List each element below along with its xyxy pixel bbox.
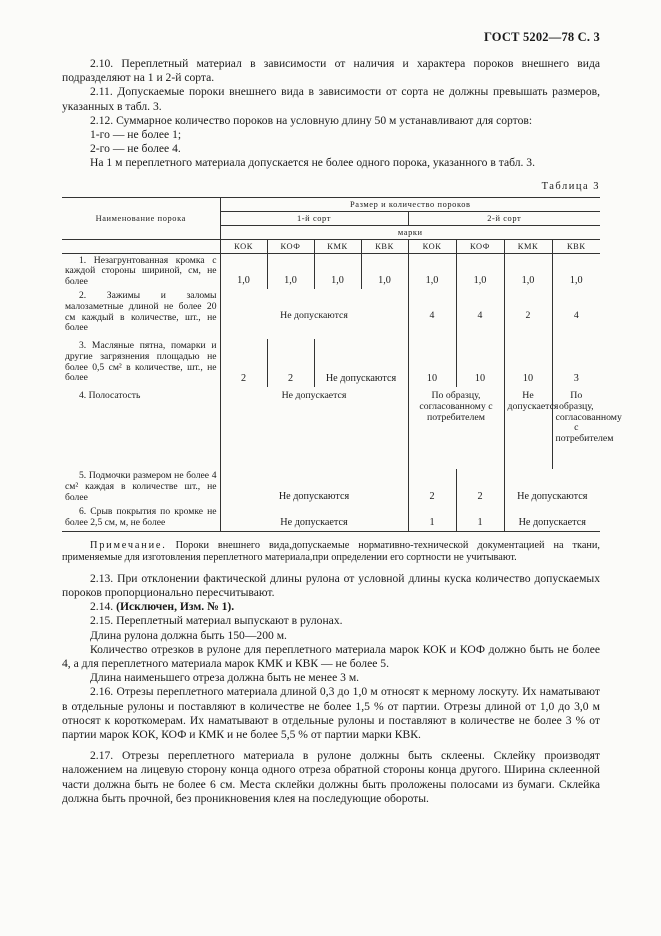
paragraph-2-13: 2.13. При отклонении фактической длины рулона от условной длины куска количество допускаемых пороков пропорционально пересчитывают. [62,571,600,599]
mark-kvk-1: КВК [361,239,408,253]
table-cell: Не допускается [504,387,552,469]
table-cell: 4 [552,289,600,339]
paragraph-2-16: 2.16. Отрезы переплетного материала длиной 0,3 до 1,0 м относят к мерному лоскуту. Их наматывают в отдельные рулоны и поставляют в количестве не более 1,5 % от партии. Отрезы длиной от 1,0 до 3,0 м относят к короткомерам. Их наматывают в отдельные рулоны и поставляют в количестве не более 3 % от партии марок КОК, КОФ и КМК и не более 5,5 % от партии марки КВК. [62,685,600,741]
defect-name-5: 5. Подмочки размером не более 4 см² каждая в количестве шт., не более [65,470,217,503]
table-cell: 2 [267,339,314,387]
mark-kmk-2: КМК [504,239,552,253]
table-cell: 2 [220,339,267,387]
table-cell: По образцу, согласованному с потребителем [552,387,600,469]
mark-kmk-1: КМК [314,239,361,253]
col-defect-name-header: Наименование порока [62,197,220,239]
table-cell: Не допускаются [220,289,408,339]
table-cell: Не допускаются [220,469,408,505]
mark-kof-1: КОФ [267,239,314,253]
per-meter-rule: На 1 м переплетного материала допускается не более одного порока, указанного в табл. 3. [90,156,535,170]
table-cell: 10 [504,339,552,387]
table-cell: 1,0 [408,253,456,289]
table-row [62,289,600,339]
table-cell: По образцу, согласованному с потребителем [408,387,504,469]
mark-kvk-2: КВК [552,239,600,253]
paragraph-2-12: 2.12. Суммарное количество пороков на условную длину 50 м устанавливают для сортов: [90,113,533,127]
table-cell: 1,0 [267,253,314,289]
table-cell: Не допускаются [504,469,600,505]
paragraph-2-17: 2.17. Отрезы переплетного материала в рулоне должны быть склеены. Склейку производят наложением на лицевую сторону конца одного отреза обратной стороны конца другого. Ширина склеенной части должна быть не более 6 см. Места склейки должны быть проложены полосами из бумаги. Склейка должна быть прочной, без проникновения клея на последующие обороты. [62,749,600,805]
defect-name-3: 3. Масляные пятна, помарки и другие загрязнения площадью не более 0,5 см² в количестве, шт., не более [65,340,217,384]
defects-table [62,197,622,532]
defect-name-4: 4. Полосатость [79,390,141,402]
page-header: ГОСТ 5202—78 С. 3 [483,30,600,44]
table-cell: Не допускается [220,505,408,531]
table-cell: 2 [456,469,504,505]
mark-kof-2: КОФ [456,239,504,253]
table-cell: 4 [456,289,504,339]
table-cell: 1,0 [361,253,408,289]
table-row [62,387,600,469]
table-cell: Не допускается [504,505,600,531]
table-cell: 1 [408,505,456,531]
table-row [62,469,600,505]
table-cell: 1,0 [552,253,600,289]
marks-header: марки [220,225,600,239]
table-caption: Таблица 3 [541,180,600,192]
size-count-header: Размер и количество пороков [220,197,600,211]
cut-count: Количество отрезков в рулоне для переплетного материала марок КОК и КОФ должно быть не более 4, а для переплетного материала марок КМК и КВК — не более 5. [62,642,600,670]
note-label: Примечание. [90,539,167,551]
paragraph-2-11: 2.11. Допускаемые пороки внешнего вида в зависимости от сорта не должны превышать размеров, указанных в табл. 3. [62,85,600,113]
note-text: Пороки внешнего вида,допускаемые нормативно-технической документацией на ткани, применяемые для изготовления переплетного материала,при определении его сортности не учитывают. [62,539,600,564]
table-cell: 3 [552,339,600,387]
p214-excluded: (Исключен, Изм. № 1). [116,600,235,614]
table-note [62,540,600,565]
table-row [62,339,600,387]
table-cell: 1,0 [456,253,504,289]
defect-name-1: 1. Незагрунтованная кромка с каждой стороны шириной, см, не более [65,254,217,287]
p214-number: 2.14. [90,600,114,614]
grade-1-header: 1-й сорт [220,211,408,225]
table-cell: Не допускается [220,387,408,469]
table-cell: 1 [456,505,504,531]
marks-spacer [62,239,220,253]
table-cell: 2 [504,289,552,339]
table-row [62,253,600,289]
defect-name-2: 2. Зажимы и заломы малозаметные длиной не более 20 см каждый в количестве, шт., не более [65,290,217,334]
table-cell: 4 [408,289,456,339]
document-page [62,30,622,806]
table-row [62,505,600,531]
paragraph-2-14 [62,600,600,614]
min-cut-length: Длина наименьшего отреза должна быть не менее 3 м. [90,671,360,685]
table-cell: 10 [408,339,456,387]
table-cell: 1,0 [314,253,361,289]
grade-2-limit: 2-го — не более 4. [90,142,181,156]
mark-kok-1: КОК [220,239,267,253]
paragraph-2-10: 2.10. Переплетный материал в зависимости от наличия и характера пороков внешнего вида подразделяют на 1 и 2-й сорта. [62,57,600,85]
table-cell: 1,0 [220,253,267,289]
paragraph-2-15: 2.15. Переплетный материал выпускают в рулонах. [90,614,343,628]
table-cell: 10 [456,339,504,387]
grade-2-header: 2-й сорт [408,211,600,225]
roll-length: Длина рулона должна быть 150—200 м. [90,628,287,642]
defect-name-6: 6. Срыв покрытия по кромке не более 2,5 см, м, не более [65,506,217,528]
table-cell: 1,0 [504,253,552,289]
grade-1-limit: 1-го — не более 1; [90,128,182,142]
table-cell: 2 [408,469,456,505]
table-cell: Не допускаются [314,339,408,387]
mark-kok-2: КОК [408,239,456,253]
